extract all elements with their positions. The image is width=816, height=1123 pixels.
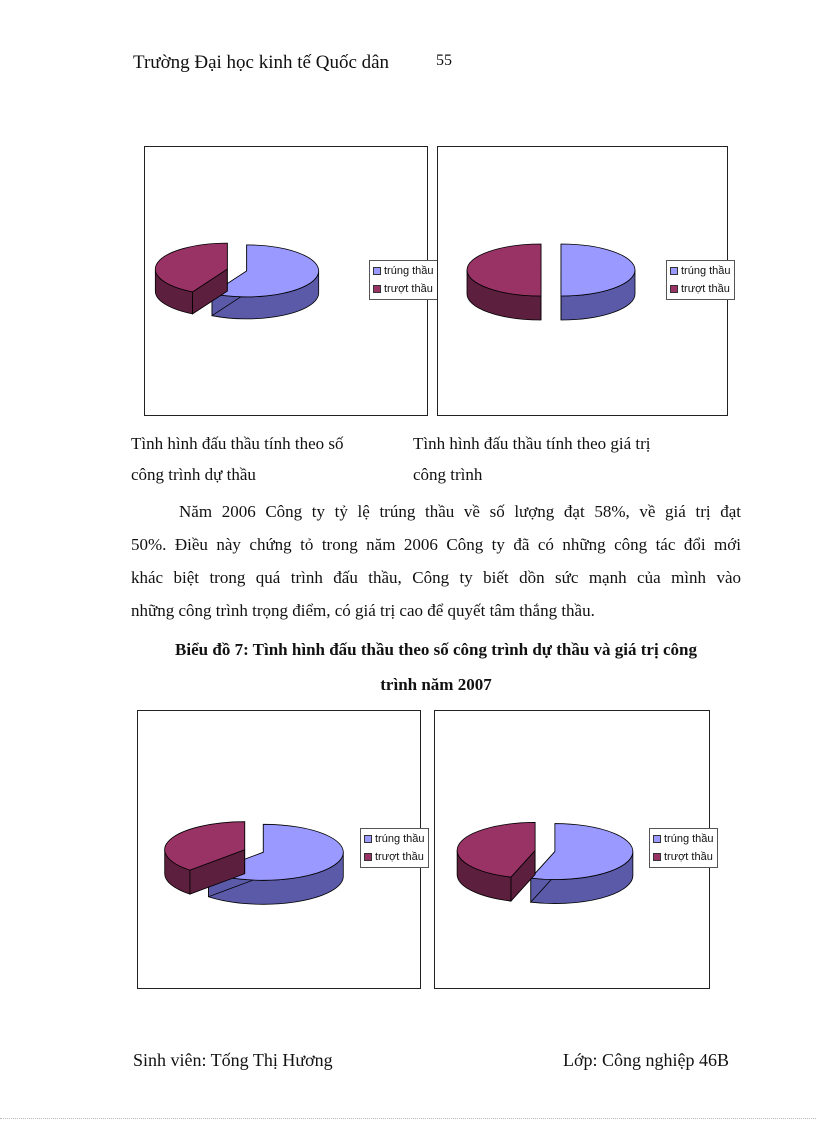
legend-swatch-lost <box>364 853 372 861</box>
footer-class: Lớp: Công nghiệp 46B <box>563 1050 730 1070</box>
legend-swatch-won <box>670 267 678 275</box>
legend-item-won <box>364 830 425 848</box>
body-paragraph <box>131 495 741 627</box>
legend-label-lost: trượt thầu <box>664 851 713 863</box>
legend-item-won <box>670 262 731 280</box>
legend-swatch-lost <box>653 853 661 861</box>
caption-right-line2: công trình <box>413 465 483 484</box>
legend-swatch-won <box>373 267 381 275</box>
chart-caption-left <box>131 428 343 490</box>
page-number: 55 <box>436 52 452 69</box>
header-school-name: Trường Đại học kinh tế Quốc dân <box>133 52 390 73</box>
pie-slice-lost <box>467 244 541 320</box>
pie-slice-won <box>561 244 635 320</box>
legend-label-lost: trượt thầu <box>681 283 730 295</box>
legend-item-won <box>373 262 434 280</box>
caption-left-line2: công trình dự thầu <box>131 465 256 484</box>
pie-slice-lost <box>457 822 535 901</box>
page-bottom-divider <box>0 1118 816 1119</box>
legend-item-won <box>653 830 714 848</box>
legend-swatch-won <box>364 835 372 843</box>
figure-title-line2: trình năm 2007 <box>380 675 492 694</box>
legend-item-lost <box>653 848 714 866</box>
legend-item-lost <box>670 280 731 298</box>
legend-label-won: trúng thầu <box>375 833 425 845</box>
figure-title <box>131 632 741 702</box>
chart-legend <box>649 828 718 868</box>
paragraph-line: 50%. Điều này chứng tỏ trong năm 2006 Công ty đã có những công tác đổi mới <box>131 535 741 554</box>
legend-swatch-lost <box>670 285 678 293</box>
legend-label-lost: trượt thầu <box>384 283 433 295</box>
caption-right-line1: Tình hình đấu thầu tính theo giá trị <box>413 434 651 453</box>
chart-caption-right <box>413 428 651 490</box>
legend-label-lost: trượt thầu <box>375 851 424 863</box>
legend-item-lost <box>364 848 425 866</box>
paragraph-line: Năm 2006 Công ty tỷ lệ trúng thầu về số lượng đạt 58%, về giá trị đạt <box>179 502 741 521</box>
chart-legend <box>360 828 429 868</box>
legend-label-won: trúng thầu <box>681 265 731 277</box>
chart-legend <box>666 260 735 300</box>
legend-label-won: trúng thầu <box>664 833 714 845</box>
pie-slice-won <box>531 824 633 904</box>
paragraph-line: những công trình trọng điểm, có giá trị cao để quyết tâm thắng thầu. <box>131 601 595 620</box>
chart-legend <box>369 260 438 300</box>
pie-chart-2007-value <box>434 710 714 989</box>
pie-slice-won <box>212 245 319 319</box>
legend-swatch-lost <box>373 285 381 293</box>
legend-swatch-won <box>653 835 661 843</box>
footer-student: Sinh viên: Tống Thị Hương <box>133 1050 333 1070</box>
pie-chart-2006-count <box>144 146 434 416</box>
figure-title-line1: Biểu đồ 7: Tình hình đấu thầu theo số công trình dự thầu và giá trị công <box>175 640 697 659</box>
caption-left-line1: Tình hình đấu thầu tính theo số <box>131 434 344 453</box>
legend-label-won: trúng thầu <box>384 265 434 277</box>
legend-item-lost <box>373 280 434 298</box>
pie-chart-2007-count <box>137 710 425 989</box>
paragraph-line: khác biệt trong quá trình đấu thầu, Công ty biết dồn sức mạnh của mình vào <box>131 568 741 587</box>
pie-chart-2006-value <box>437 146 731 416</box>
